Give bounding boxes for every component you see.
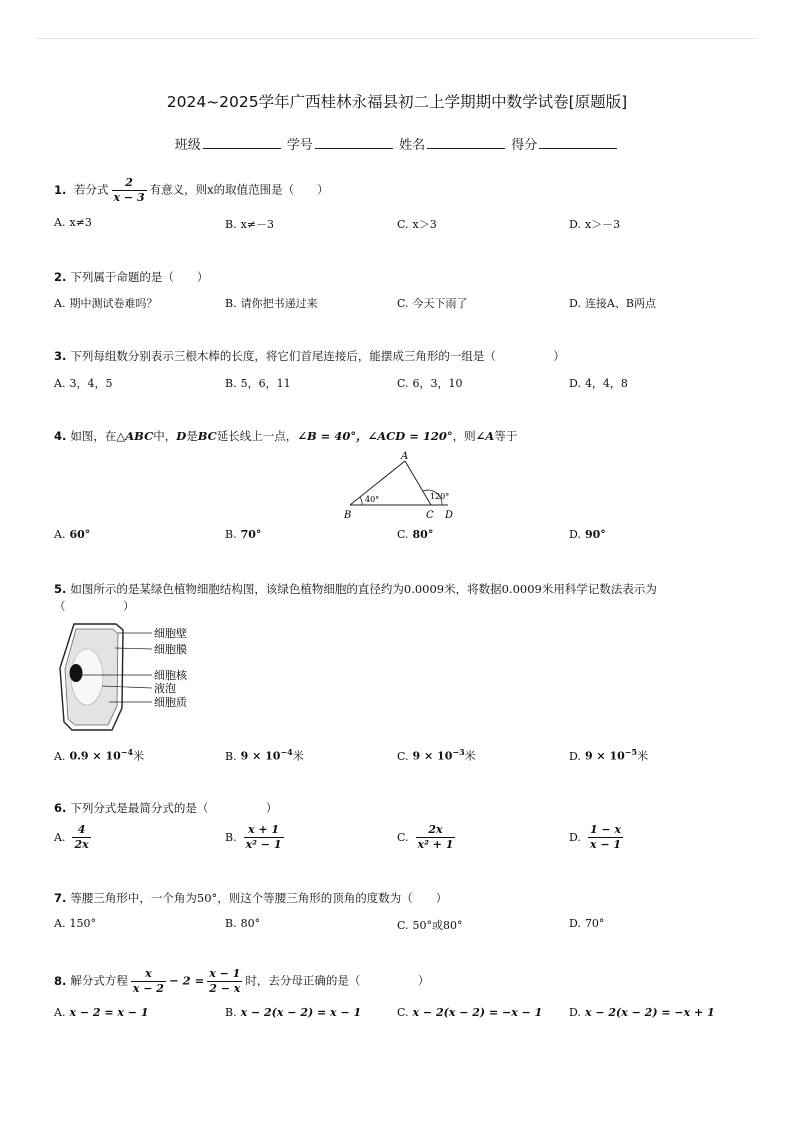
fraction-denominator: x − 3 (113, 191, 145, 204)
student-info-row (0, 134, 794, 153)
option-a[interactable]: A. 60° (54, 528, 91, 541)
question-number: 4. (54, 429, 67, 443)
question-2 (54, 269, 208, 285)
triangle-figure (338, 448, 460, 522)
option-d[interactable]: D. $9 \times 10^{-5}$米 (569, 747, 649, 763)
line-ac (405, 461, 431, 505)
question-1 (54, 176, 329, 205)
question-number: 6. (54, 801, 67, 815)
option-a[interactable]: A. 3，4，5 (54, 377, 113, 390)
name-blank (427, 136, 505, 149)
label-c: C (426, 510, 434, 521)
option-a[interactable]: A. x − 2 = x − 1 (54, 1006, 149, 1019)
label-vacuole: 液泡 (154, 682, 176, 695)
question-stem: 有意义，则x的取值范围是（ ） (149, 182, 329, 197)
option-c[interactable]: C. x − 2(x − 2) = −x − 1 (397, 1006, 543, 1019)
option-d[interactable]: D. x＞－3 (569, 218, 621, 231)
score-label: 得分 (511, 138, 538, 153)
option-b[interactable]: B. 请你把书递过来 (225, 297, 318, 310)
option-c[interactable]: C. 50°或80° (397, 919, 463, 932)
option-b[interactable]: B. $9 \times 10^{-4}$米 (225, 747, 304, 763)
question-stem: 若分式 (74, 182, 109, 197)
student-id-blank (315, 136, 393, 149)
question-number: 3. (54, 349, 67, 363)
option-c[interactable]: C. 80° (397, 528, 434, 541)
angle-b-label: 40° (365, 495, 380, 504)
question-3 (54, 348, 565, 364)
fraction: $\frac{x + 1}{\text{x² − 1}}$ (245, 823, 282, 851)
label-a: A (401, 451, 409, 462)
label-cell-membrane: 细胞膜 (154, 643, 187, 656)
fraction: $\frac{x}{x - 2}$ (132, 967, 164, 995)
cell-figure (54, 620, 214, 736)
label-nucleus: 细胞核 (154, 669, 187, 682)
label-cytoplasm: 细胞质 (154, 696, 187, 709)
question-stem: 下列每组数分别表示三根木棒的长度，将它们首尾连接后，能摆成三角形的一组是（ ） (70, 349, 565, 363)
class-blank (203, 136, 281, 149)
option-d[interactable]: D. 连接A、B两点 (569, 297, 656, 310)
question-stem: 解分式方程 (70, 973, 128, 988)
fraction: $\frac{1 - x}{x - 1}$ (589, 823, 622, 851)
option-c[interactable]: C. $9 \times 10^{-3}$米 (397, 747, 476, 763)
question-number: 7. (54, 891, 67, 905)
question-5-blank: （ ） (54, 599, 135, 613)
question-stem: 下列分式是最简分式的是（ ） (70, 801, 278, 815)
option-d[interactable]: D. 70° (569, 917, 605, 930)
option-c[interactable]: C. x＞3 (397, 218, 437, 231)
option-b[interactable]: B. 5，6，11 (225, 377, 291, 390)
label-cell-wall: 细胞壁 (154, 627, 187, 640)
question-stem: 时，去分母正确的是（ ） (245, 973, 430, 988)
question-7 (54, 890, 447, 906)
label-d: D (445, 510, 454, 521)
option-c[interactable]: C. 今天下雨了 (397, 297, 468, 310)
option-a[interactable]: A. $\frac{4}{2x}$ (54, 823, 89, 851)
question-5 (54, 581, 657, 597)
question-stem: 如图所示的是某绿色植物细胞结构图，该绿色植物细胞的直径约为0.0009米，将数据0.0009米用科学记数法表示为 (70, 582, 657, 596)
option-c[interactable]: C. $\frac{2x}{\text{x² + 1}}$ (397, 823, 454, 851)
angle-b-arc (360, 497, 362, 505)
fraction-numerator: 2 (112, 176, 147, 191)
label-b: B (344, 510, 352, 521)
question-6 (54, 800, 277, 816)
option-d[interactable]: D. 4，4，8 (569, 377, 628, 390)
option-b[interactable]: B. 80° (225, 917, 261, 930)
fraction: $\frac{4}{2x}$ (74, 823, 89, 851)
option-b[interactable]: B. $\frac{x + 1}{\text{x² − 1}}$ (225, 823, 282, 851)
fraction: $\frac{2x}{\text{x² + 1}}$ (417, 823, 454, 851)
page-title: 2024~2025学年广西桂林永福县初二上学期期中数学试卷[原题版] (166, 93, 628, 111)
question-number: 5. (54, 582, 67, 596)
option-a[interactable]: A. 期中测试卷难吗？ (54, 297, 158, 310)
option-d[interactable]: D. x − 2(x − 2) = −x + 1 (569, 1006, 715, 1019)
option-a[interactable]: A. 150° (54, 917, 96, 930)
question-4: 4. 如图，在△ABC中，D是BC延长线上一点，∠B = 40°，∠ACD = 120°，则∠A等于 (54, 429, 518, 443)
question-8: 8. 解分式方程 $\frac{x}{x - 2}$ − 2 = $\frac{x - 1}{2 - x}$ 时，去分母正确的是（ ） (54, 967, 430, 995)
student-id-label: 学号 (286, 138, 313, 153)
option-a[interactable]: A. $0.9 \times 10^{-4}$米 (54, 747, 145, 763)
option-b[interactable]: B. 70° (225, 528, 262, 541)
question-stem: 下列属于命题的是（ ） (70, 270, 209, 284)
question-number: 2. (54, 270, 67, 284)
nucleus (70, 664, 83, 682)
header-divider (36, 38, 758, 39)
option-d[interactable]: D. $\frac{1 - x}{x - 1}$ (569, 823, 622, 851)
fraction: $\frac{x - 1}{2 - x}$ (209, 967, 241, 995)
question-number: 8. (54, 973, 67, 988)
option-a[interactable]: A. x≠3 (54, 216, 92, 229)
question-number: 1. (54, 182, 67, 197)
question-stem: 等腰三角形中，一个角为50°，则这个等腰三角形的顶角的度数为（ ） (70, 891, 448, 905)
class-label: 班级 (174, 138, 201, 153)
option-d[interactable]: D. 90° (569, 528, 606, 541)
fraction (112, 176, 147, 205)
option-b[interactable]: B. x − 2(x − 2) = x − 1 (225, 1006, 362, 1019)
score-blank (539, 136, 617, 149)
name-label: 姓名 (399, 138, 426, 153)
angle-c-label: 120° (430, 492, 450, 501)
option-c[interactable]: C. 6，3，10 (397, 377, 463, 390)
option-b[interactable]: B. x≠－3 (225, 218, 275, 231)
